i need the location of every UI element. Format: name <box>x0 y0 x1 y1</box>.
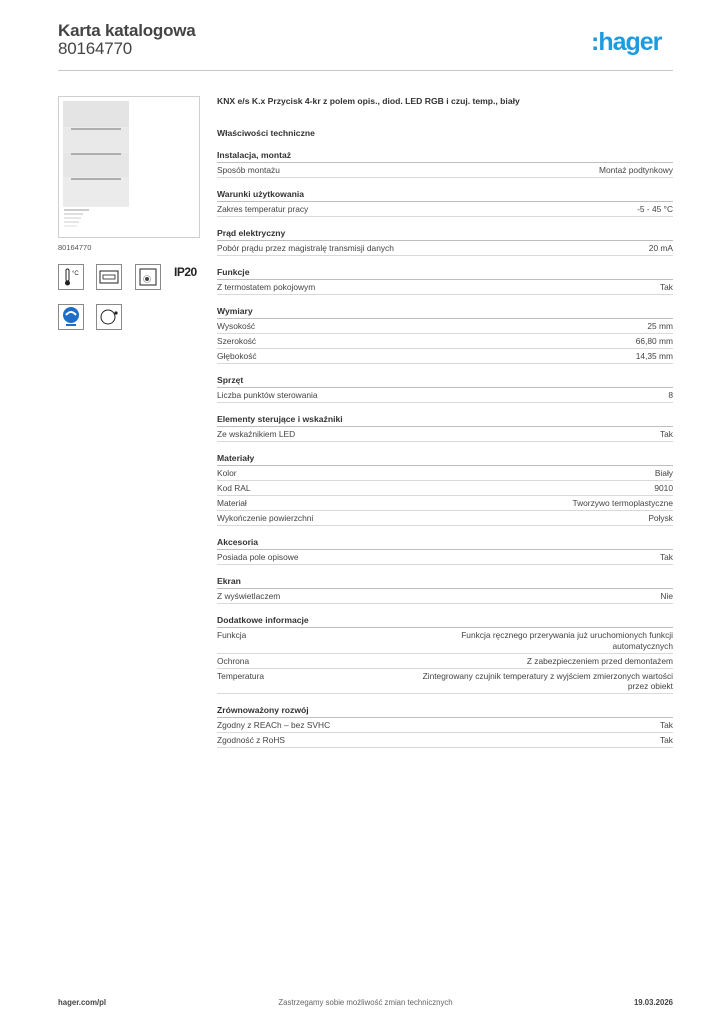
spec-row <box>217 319 673 334</box>
spec-label: Wysokość <box>217 321 256 331</box>
spec-row <box>217 654 673 669</box>
spec-label: Ze wskaźnikiem LED <box>217 429 296 439</box>
spec-value: Zintegrowany czujnik temperatury z wyjściem zmierzonych wartości przez obiekt <box>422 670 673 691</box>
spec-section-title: Sprzęt <box>217 374 673 388</box>
spec-row <box>217 202 673 217</box>
spec-value: Nie <box>660 591 673 601</box>
spec-value: Tak <box>659 429 673 439</box>
spec-section <box>217 575 673 604</box>
spec-value: -5 - 45 °C <box>637 204 673 214</box>
ip20-icon: IP20 <box>174 265 197 279</box>
spec-label: Ochrona <box>217 655 250 666</box>
spec-row <box>217 481 673 496</box>
spec-value: Montaż podtynkowy <box>598 165 673 175</box>
spec-section-title: Instalacja, montaż <box>217 149 673 163</box>
footer-date: 19.03.2026 <box>633 998 673 1007</box>
ring-icon <box>96 304 122 330</box>
spec-row <box>217 550 673 565</box>
footer-website-link[interactable]: hager.com/pl <box>58 998 107 1007</box>
spec-row <box>217 466 673 481</box>
spec-label: Sposób montażu <box>217 165 280 175</box>
spec-section <box>217 413 673 442</box>
spec-label: Wykończenie powierzchni <box>217 513 314 523</box>
spec-value: Z zabezpieczeniem przed demontażem <box>526 655 673 666</box>
spec-section <box>217 227 673 256</box>
page-footer <box>58 998 673 1010</box>
specification-sections <box>217 149 673 748</box>
logo-text: :hager <box>591 28 662 56</box>
spec-label: Kod RAL <box>217 483 251 493</box>
spec-row <box>217 628 673 654</box>
spec-row <box>217 496 673 511</box>
spec-value: Tworzywo termoplastyczne <box>572 498 673 508</box>
spec-section-title: Funkcje <box>217 266 673 280</box>
spec-row <box>217 349 673 364</box>
spec-section <box>217 614 673 694</box>
spec-value: 66,80 mm <box>635 336 673 346</box>
spec-value: Tak <box>659 720 673 730</box>
spec-section-title: Elementy sterujące i wskaźniki <box>217 413 673 427</box>
specification-content <box>217 94 673 748</box>
spec-row <box>217 427 673 442</box>
spec-row <box>217 163 673 178</box>
temperature-icon <box>58 264 84 290</box>
spec-label: Z termostatem pokojowym <box>217 282 316 292</box>
spec-label: Zgodny z REACh – bez SVHC <box>217 720 331 730</box>
spec-row <box>217 388 673 403</box>
spec-section <box>217 452 673 526</box>
spec-label: Funkcja <box>217 630 247 640</box>
document-title: Karta katalogowa <box>58 21 196 40</box>
spec-section <box>217 266 673 295</box>
spec-section-title: Warunki użytkowania <box>217 188 673 202</box>
spec-value: 8 <box>668 390 673 400</box>
spec-row <box>217 718 673 733</box>
document-code: 80164770 <box>58 39 133 58</box>
spec-label: Temperatura <box>217 670 265 681</box>
product-image-code: 80164770 <box>58 243 92 252</box>
display-icon <box>96 264 122 290</box>
spec-label: Kolor <box>217 468 237 478</box>
spec-label: Materiał <box>217 498 247 508</box>
technical-properties-heading: Właściwości techniczne <box>217 128 315 138</box>
spec-section-title: Zrównoważony rozwój <box>217 704 673 718</box>
spec-label: Zgodność z RoHS <box>217 735 285 745</box>
spec-row <box>217 669 673 695</box>
spec-value: Połysk <box>648 513 673 523</box>
spec-section <box>217 536 673 565</box>
hager-logo <box>591 28 673 58</box>
spec-row <box>217 511 673 526</box>
spec-section <box>217 188 673 217</box>
footer-disclaimer: Zastrzegamy sobie możliwość zmian technicznych <box>278 998 453 1007</box>
spec-value: Tak <box>659 552 673 562</box>
spec-row <box>217 589 673 604</box>
spec-label: Liczba punktów sterowania <box>217 390 318 400</box>
spec-value: 9010 <box>654 483 673 493</box>
push-button-illustration <box>59 97 199 237</box>
spec-value: Biały <box>654 468 673 478</box>
spec-section <box>217 704 673 748</box>
page-header <box>58 20 673 71</box>
spec-section <box>217 305 673 364</box>
bus-protocol-icon <box>58 304 84 330</box>
spec-row <box>217 241 673 256</box>
spec-value: 14,35 mm <box>635 351 673 361</box>
spec-value: 25 mm <box>647 321 673 331</box>
spec-label: Zakres temperatur pracy <box>217 204 309 214</box>
spec-value: Tak <box>659 735 673 745</box>
spec-label: Z wyświetlaczem <box>217 591 281 601</box>
spec-section-title: Materiały <box>217 452 673 466</box>
spec-section-title: Ekran <box>217 575 673 589</box>
product-image <box>58 96 200 238</box>
spec-section-title: Prąd elektryczny <box>217 227 673 241</box>
spec-row <box>217 334 673 349</box>
spec-section <box>217 149 673 178</box>
spec-section-title: Akcesoria <box>217 536 673 550</box>
spec-label: Szerokość <box>217 336 257 346</box>
product-name: KNX e/s K.x Przycisk 4-kr z polem opis., diod. LED RGB i czuj. temp., biały <box>217 96 520 106</box>
spec-value: 20 mA <box>648 243 673 253</box>
touch-sensor-icon <box>135 264 161 290</box>
spec-value: Tak <box>659 282 673 292</box>
spec-section-title: Wymiary <box>217 305 673 319</box>
temperature-unit-label: °C <box>72 271 79 277</box>
spec-value: Funkcja ręcznego przerywania już uruchomionych funkcji automatycznych <box>461 630 673 651</box>
spec-label: Posiada pole opisowe <box>217 552 299 562</box>
spec-label: Głębokość <box>217 351 257 361</box>
spec-section-title: Dodatkowe informacje <box>217 614 673 628</box>
spec-section <box>217 374 673 403</box>
spec-row <box>217 733 673 748</box>
spec-label: Pobór prądu przez magistralę transmisji danych <box>217 243 394 253</box>
spec-row <box>217 280 673 295</box>
